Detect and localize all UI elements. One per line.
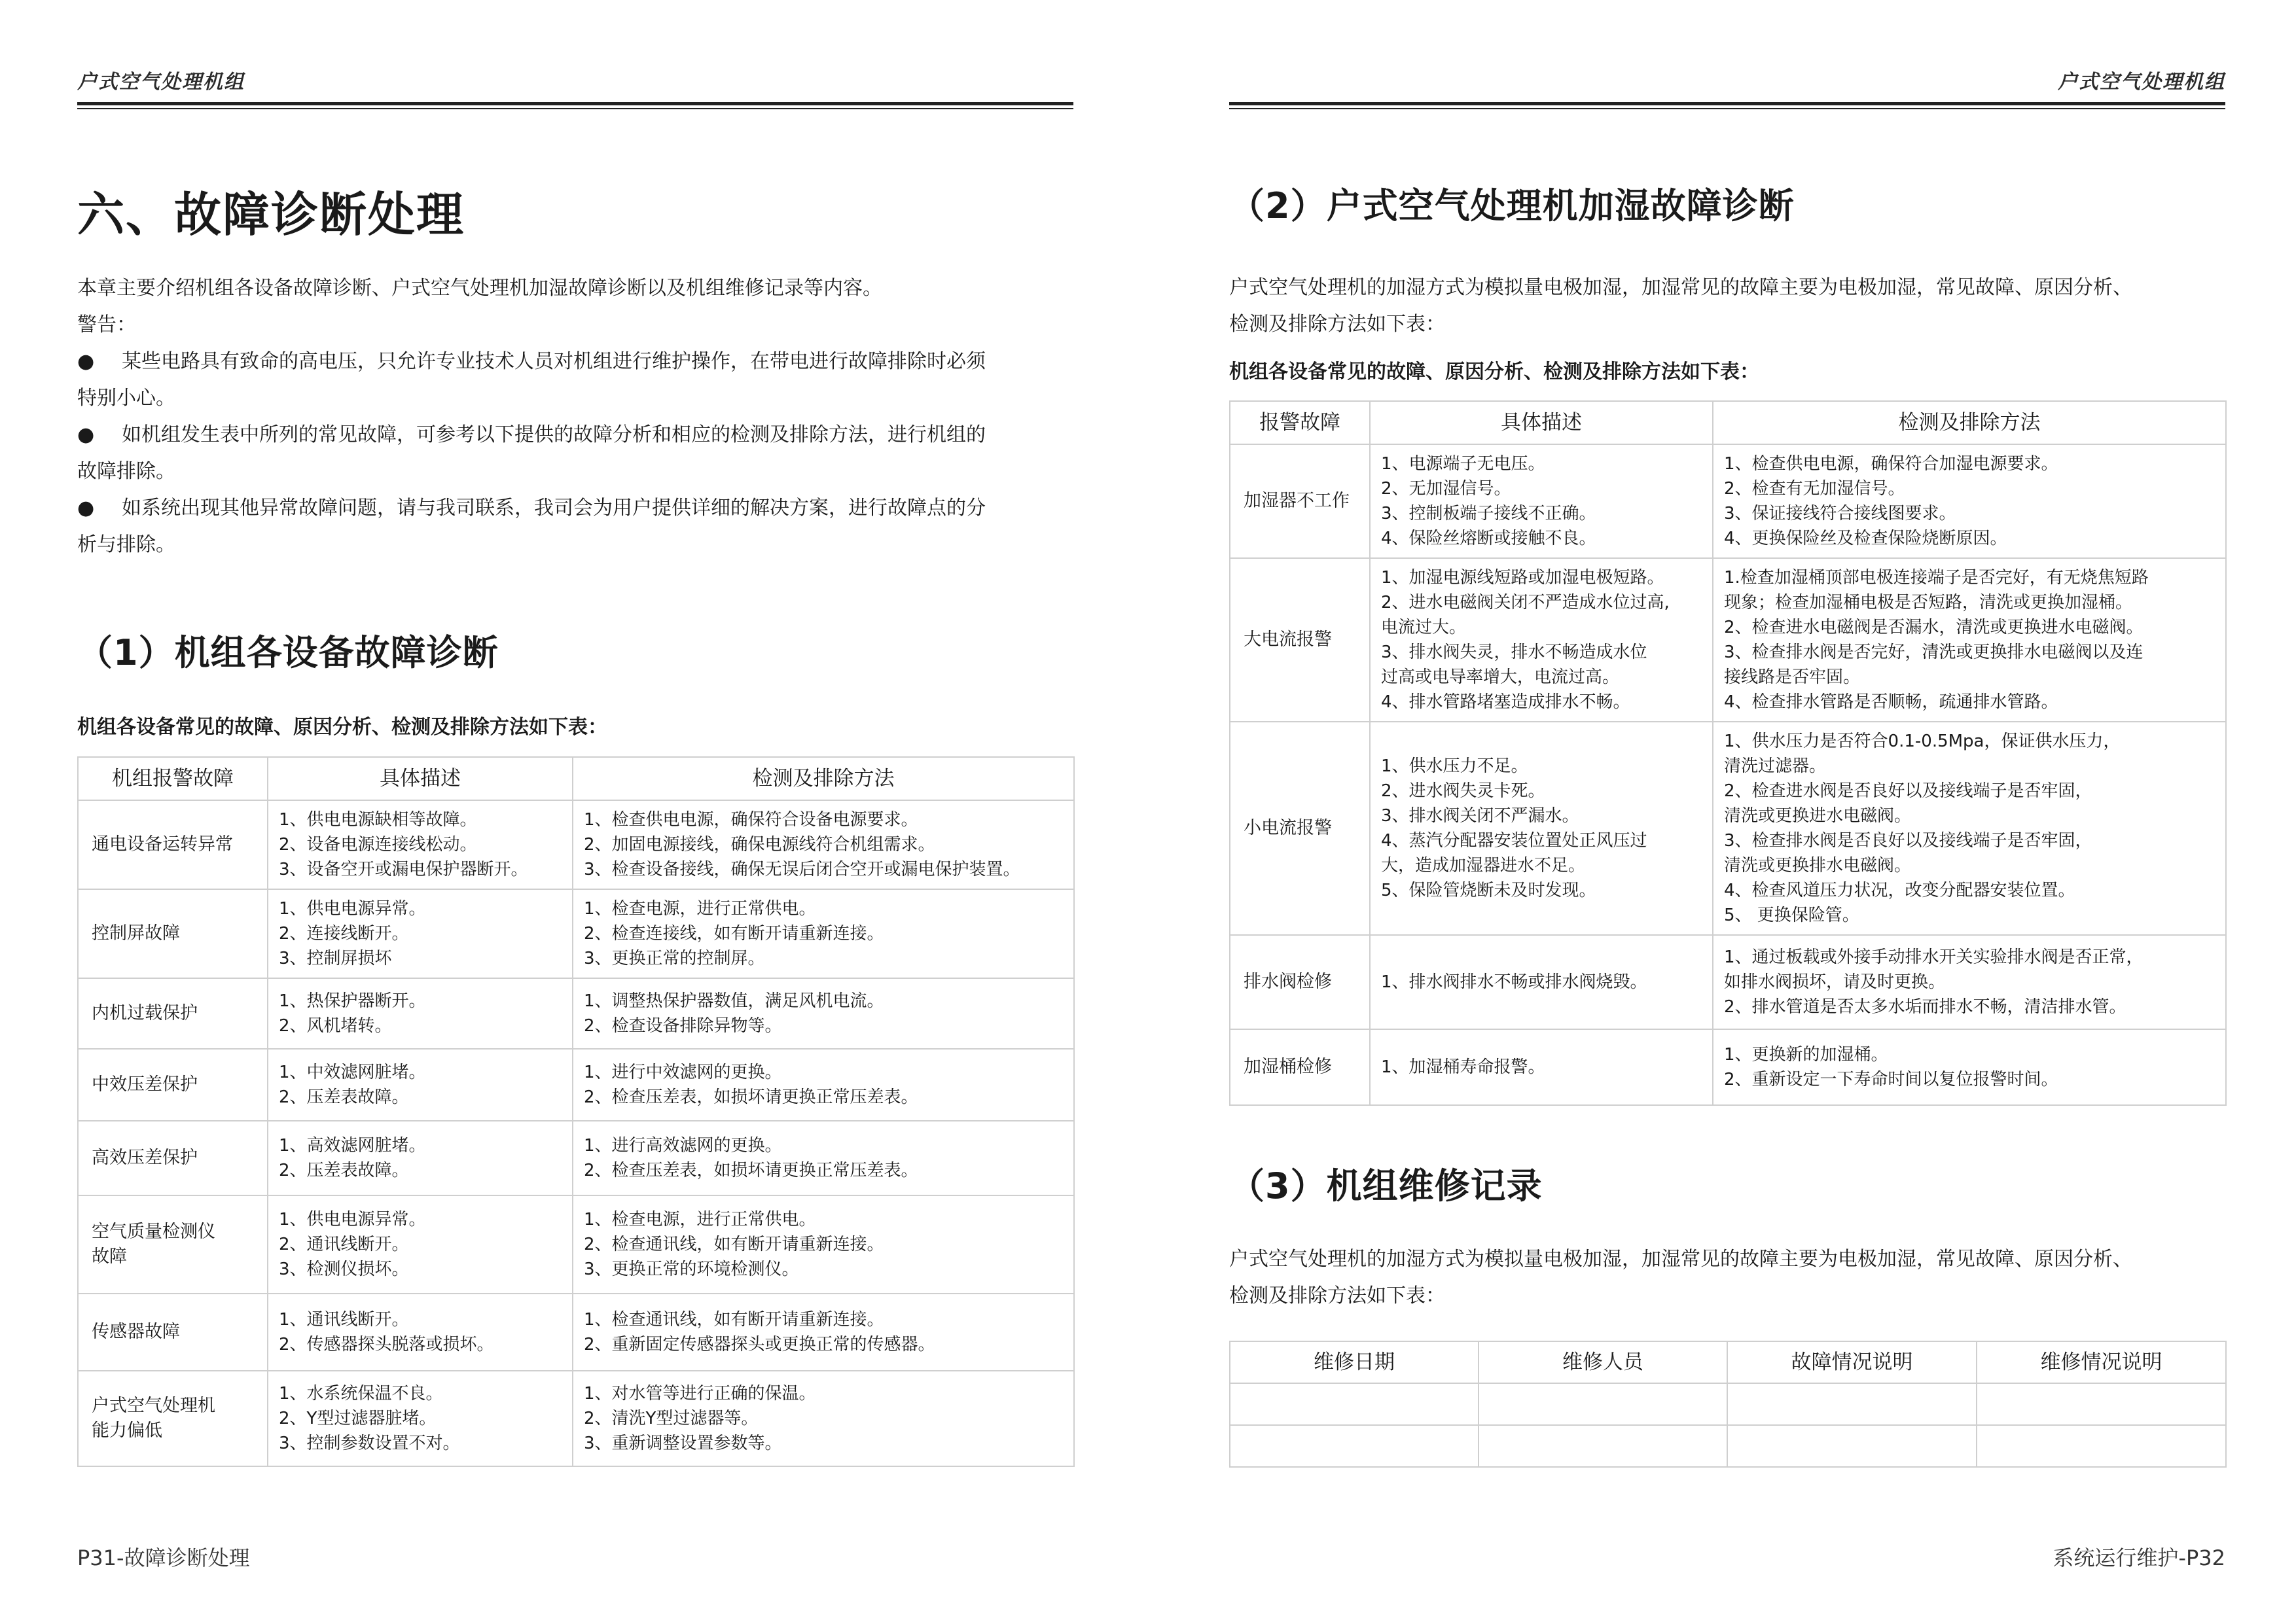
record-fault-cell[interactable] (1727, 1425, 1977, 1467)
cell-line: 加湿桶检修 (1244, 1057, 1332, 1077)
cell-line: 高效压差保护 (92, 1148, 198, 1168)
cell-line: 2、检查有无加湿信号。 (1724, 479, 1905, 499)
table-row (78, 889, 1074, 978)
cell-line: 加湿器不工作 (1244, 491, 1350, 511)
cell-line: 1、检查电源，进行正常供电。 (584, 899, 816, 919)
table-header-row (1230, 401, 2226, 444)
solution-cell (1713, 1029, 2226, 1105)
cell-line: 户式空气处理机 (92, 1396, 215, 1416)
description-cell (1370, 935, 1713, 1029)
cell-line: 2、检查压差表，如损坏请更换正常压差表。 (584, 1161, 918, 1180)
table-row (1230, 558, 2226, 722)
cell-line: 1、检查电源，进行正常供电。 (584, 1210, 816, 1229)
intro-line: 户式空气处理机的加湿方式为模拟量电极加湿，加湿常见的故障主要为电极加湿，常见故障、原因分析、 (1229, 1248, 2132, 1271)
solution-cell (573, 1121, 1074, 1195)
table-header-row (78, 757, 1074, 800)
cell-line: 1、供电电源异常。 (279, 1210, 426, 1229)
cell-line: 3、检查排水阀是否完好，清洗或更换排水电磁阀以及连 (1724, 643, 2144, 662)
section-intro (1229, 270, 2225, 343)
cell-line: 2、连接线断开。 (279, 924, 409, 944)
record-fault-cell[interactable] (1727, 1383, 1977, 1425)
cell-line: 2、设备电源连接线松动。 (279, 835, 477, 855)
solution-cell (573, 800, 1074, 889)
solution-cell (1713, 558, 2226, 722)
cell-line: 2、Y型过滤器脏堵。 (279, 1409, 437, 1428)
cell-line: 3、排水阀失灵，排水不畅造成水位 (1381, 643, 1647, 662)
cell-line: 5、保险管烧断未及时发现。 (1381, 881, 1596, 900)
cell-line: 4、排水管路堵塞造成排水不畅。 (1381, 692, 1630, 712)
page-number: 系统运行维护-P32 (2053, 1545, 2225, 1570)
description-cell (268, 1195, 573, 1294)
description-cell (268, 978, 573, 1049)
header-title: 户式空气处理机组 (2058, 71, 2225, 94)
cell-line: 2、检查通讯线，如有断开请重新连接。 (584, 1235, 884, 1254)
table-row (78, 1121, 1074, 1195)
column-header: 具体描述 (1370, 401, 1713, 444)
solution-cell (573, 889, 1074, 978)
cell-line: 1、高效滤网脏堵。 (279, 1136, 426, 1156)
bullet-icon: ● (77, 350, 95, 373)
warning-item: ● 如机组发生表中所列的常见故障，可参考以下提供的故障分析和相应的检测及排除方法，进行机组的 (77, 417, 1073, 453)
cell-line: 3、检查设备接线，确保无误后闭合空开或漏电保护装置。 (584, 860, 1020, 879)
cell-line: 1、中效滤网脏堵。 (279, 1063, 426, 1082)
cell-line: 1、供电电源缺相等故障。 (279, 810, 477, 830)
record-repair-cell[interactable] (1977, 1425, 2226, 1467)
header-rule (77, 102, 1073, 110)
solution-cell (1713, 722, 2226, 935)
description-cell (268, 1121, 573, 1195)
header-title: 户式空气处理机组 (77, 71, 245, 94)
cell-line: 1、供水压力不足。 (1381, 756, 1528, 776)
fault-cell (1230, 558, 1370, 722)
cell-line: 4、检查风道压力状况，改变分配器安装位置。 (1724, 881, 2075, 900)
cell-line: 3、控制屏损坏 (279, 949, 392, 968)
cell-line: 2、进水电磁阀关闭不严造成水位过高, (1381, 593, 1670, 612)
cell-line: 4、更换保险丝及检查保险烧断原因。 (1724, 529, 2007, 548)
table-row (78, 1294, 1074, 1371)
fault-cell (78, 1121, 268, 1195)
warning-continuation: 析与排除。 (77, 533, 175, 556)
table-row (78, 1049, 1074, 1121)
fault-cell (1230, 935, 1370, 1029)
bullet-icon: ● (77, 423, 95, 446)
cell-line: 4、蒸汽分配器安装位置处正风压过 (1381, 831, 1647, 851)
cell-line: 过高或电导率增大，电流过高。 (1381, 667, 1620, 687)
fault-cell (78, 1049, 268, 1121)
record-date-cell[interactable] (1230, 1383, 1479, 1425)
warning-item: ● 如系统出现其他异常故障问题，请与我司联系，我司会为用户提供详细的解决方案，进行故障点的分 (77, 490, 1073, 527)
cell-line: 1、水系统保温不良。 (279, 1384, 443, 1403)
cell-line: 空气质量检测仪 (92, 1222, 215, 1242)
description-cell (268, 1049, 573, 1121)
cell-line: 2、排水管道是否太多水垢而排水不畅，清洁排水管。 (1724, 997, 2126, 1017)
cell-line: 1、对水管等进行正确的保温。 (584, 1384, 816, 1403)
solution-cell (573, 978, 1074, 1049)
cell-line: 2、进水阀失灵卡死。 (1381, 781, 1545, 801)
table-row (1230, 722, 2226, 935)
cell-line: 1、调整热保护器数值，满足风机电流。 (584, 991, 884, 1011)
table-row (1230, 1425, 2226, 1467)
cell-line: 1、通讯线断开。 (279, 1310, 409, 1330)
cell-line: 1、排水阀排水不畅或排水阀烧毁。 (1381, 972, 1647, 992)
table-row (1230, 1383, 2226, 1425)
cell-line: 2、检查进水电磁阀是否漏水，清洗或更换进水电磁阀。 (1724, 618, 2144, 637)
cell-line: 2、风机堵转。 (279, 1016, 392, 1036)
column-header: 报警故障 (1230, 401, 1370, 444)
cell-line: 3、控制参数设置不对。 (279, 1434, 460, 1453)
column-header: 检测及排除方法 (1713, 401, 2226, 444)
description-cell (1370, 558, 1713, 722)
cell-line: 1、加湿电源线短路或加湿电极短路。 (1381, 568, 1664, 588)
record-person-cell[interactable] (1479, 1383, 1727, 1425)
solution-cell (573, 1049, 1074, 1121)
description-cell (268, 889, 573, 978)
column-header: 检测及排除方法 (573, 757, 1074, 800)
fault-table (77, 756, 1075, 1467)
cell-line: 1、检查供电电源，确保符合加湿电源要求。 (1724, 454, 2058, 474)
fault-cell (1230, 444, 1370, 558)
cell-line: 3、保证接线符合接线图要求。 (1724, 504, 1956, 523)
cell-line: 1、更换新的加湿桶。 (1724, 1045, 1888, 1065)
cell-line: 2、压差表故障。 (279, 1087, 409, 1107)
cell-line: 3、更换正常的环境检测仪。 (584, 1260, 799, 1279)
table-row (78, 978, 1074, 1049)
column-header: 机组报警故障 (78, 757, 268, 800)
intro-block (77, 270, 1073, 563)
cell-line: 1、检查供电电源，确保符合设备电源要求。 (584, 810, 918, 830)
chapter-title: 六、故障诊断处理 (77, 187, 465, 242)
cell-line: 1、进行高效滤网的更换。 (584, 1136, 782, 1156)
solution-cell (573, 1371, 1074, 1466)
cell-line: 故障 (92, 1246, 127, 1267)
fault-cell (78, 1294, 268, 1371)
table-row (1230, 1029, 2226, 1105)
table-row (78, 1195, 1074, 1294)
cell-line: 2、重新固定传感器探头或更换正常的传感器。 (584, 1335, 935, 1354)
cell-line: 1、加湿桶寿命报警。 (1381, 1057, 1545, 1077)
column-header: 维修人员 (1479, 1341, 1727, 1383)
cell-line: 3、重新调整设置参数等。 (584, 1434, 782, 1453)
description-cell (1370, 722, 1713, 935)
solution-cell (573, 1195, 1074, 1294)
cell-line: 1、热保护器断开。 (279, 991, 426, 1011)
column-header: 维修日期 (1230, 1341, 1479, 1383)
description-cell (268, 1294, 573, 1371)
table-row (78, 800, 1074, 889)
cell-line: 3、检查排水阀是否良好以及接线端子是否牢固， (1724, 831, 2092, 851)
cell-line: 2、检查设备排除异物等。 (584, 1016, 782, 1036)
intro-text: 本章主要介绍机组各设备故障诊断、户式空气处理机加湿故障诊断以及机组维修记录等内容。 (77, 277, 882, 300)
record-repair-cell[interactable] (1977, 1383, 2226, 1425)
table-caption: 机组各设备常见的故障、原因分析、检测及排除方法如下表： (77, 716, 607, 739)
cell-line: 现象；检查加湿桶电极是否短路，清洗或更换加湿桶。 (1724, 593, 2133, 612)
warning-label: 警告： (77, 313, 136, 336)
cell-line: 小电流报警 (1244, 818, 1332, 838)
cell-line: 1、供电电源异常。 (279, 899, 426, 919)
fault-cell (78, 889, 268, 978)
intro-line: 检测及排除方法如下表： (1229, 313, 1445, 336)
solution-cell (573, 1294, 1074, 1371)
cell-line: 2、通讯线断开。 (279, 1235, 409, 1254)
cell-line: 大，造成加湿器进水不足。 (1381, 856, 1586, 875)
cell-line: 3、排水阀关闭不严漏水。 (1381, 806, 1579, 826)
cell-line: 2、重新设定一下寿命时间以复位报警时间。 (1724, 1070, 2058, 1089)
humidifier-fault-table (1229, 400, 2227, 1106)
cell-line: 如排水阀损坏，请及时更换。 (1724, 972, 1946, 992)
cell-line: 5、 更换保险管。 (1724, 906, 1859, 925)
header-rule (1229, 102, 2225, 110)
description-cell (1370, 444, 1713, 558)
table-row (1230, 935, 2226, 1029)
cell-line: 1、供水压力是否符合0.1-0.5Mpa，保证供水压力， (1724, 732, 2121, 751)
warning-continuation: 特别小心。 (77, 387, 175, 410)
cell-line: 1、进行中效滤网的更换。 (584, 1063, 782, 1082)
cell-line: 2、检查连接线，如有断开请重新连接。 (584, 924, 884, 944)
record-person-cell[interactable] (1479, 1425, 1727, 1467)
cell-line: 电流过大。 (1381, 618, 1467, 637)
cell-line: 内机过载保护 (92, 1003, 198, 1023)
column-header: 故障情况说明 (1727, 1341, 1977, 1383)
table-row (78, 1371, 1074, 1466)
cell-line: 3、控制板端子接线不正确。 (1381, 504, 1596, 523)
cell-line: 4、检查排水管路是否顺畅，疏通排水管路。 (1724, 692, 2058, 712)
cell-line: 1、通过板载或外接手动排水开关实验排水阀是否正常， (1724, 947, 2144, 967)
maintenance-record-table (1229, 1341, 2227, 1468)
cell-line: 能力偏低 (92, 1421, 162, 1441)
cell-line: 2、传感器探头脱落或损坏。 (279, 1335, 494, 1354)
section-title: （3）机组维修记录 (1229, 1165, 1543, 1207)
cell-line: 2、检查进水阀是否良好以及接线端子是否牢固， (1724, 781, 2092, 801)
cell-line: 2、压差表故障。 (279, 1161, 409, 1180)
warning-continuation: 故障排除。 (77, 460, 175, 483)
cell-line: 2、清洗Y型过滤器等。 (584, 1409, 759, 1428)
cell-line: 清洗或更换进水电磁阀。 (1724, 806, 1912, 826)
bullet-icon: ● (77, 497, 95, 520)
description-cell (1370, 1029, 1713, 1105)
cell-line: 2、无加湿信号。 (1381, 479, 1511, 499)
cell-line: 控制屏故障 (92, 923, 180, 944)
fault-cell (78, 978, 268, 1049)
intro-line: 检测及排除方法如下表： (1229, 1284, 1445, 1307)
cell-line: 3、检测仪损坏。 (279, 1260, 409, 1279)
cell-line: 2、加固电源接线，确保电源线符合机组需求。 (584, 835, 935, 855)
column-header: 具体描述 (268, 757, 573, 800)
table-caption: 机组各设备常见的故障、原因分析、检测及排除方法如下表： (1229, 361, 1759, 383)
intro-line: 户式空气处理机的加湿方式为模拟量电极加湿，加湿常见的故障主要为电极加湿，常见故障、原因分析、 (1229, 276, 2132, 299)
solution-cell (1713, 935, 2226, 1029)
fault-cell (1230, 1029, 1370, 1105)
cell-line: 3、设备空开或漏电保护器断开。 (279, 860, 528, 879)
table-header-row (1230, 1341, 2226, 1383)
fault-cell (78, 1195, 268, 1294)
right-page (1229, 0, 2225, 1624)
cell-line: 通电设备运转异常 (92, 834, 233, 855)
cell-line: 4、保险丝熔断或接触不良。 (1381, 529, 1596, 548)
cell-line: 中效压差保护 (92, 1074, 198, 1095)
cell-line: 1、电源端子无电压。 (1381, 454, 1545, 474)
record-date-cell[interactable] (1230, 1425, 1479, 1467)
cell-line: 清洗过滤器。 (1724, 756, 1827, 776)
fault-cell (78, 800, 268, 889)
cell-line: 接线路是否牢固。 (1724, 667, 1861, 687)
left-page (77, 0, 1073, 1624)
cell-line: 清洗或更换排水电磁阀。 (1724, 856, 1912, 875)
cell-line: 3、更换正常的控制屏。 (584, 949, 765, 968)
cell-line: 1、检查通讯线，如有断开请重新连接。 (584, 1310, 884, 1330)
cell-line: 2、检查压差表，如损坏请更换正常压差表。 (584, 1087, 918, 1107)
column-header: 维修情况说明 (1977, 1341, 2226, 1383)
cell-line: 1.检查加湿桶顶部电极连接端子是否完好，有无烧焦短路 (1724, 568, 2149, 588)
solution-cell (1713, 444, 2226, 558)
description-cell (268, 1371, 573, 1466)
section-title: （2）户式空气处理机加湿故障诊断 (1229, 185, 1795, 226)
cell-line: 大电流报警 (1244, 629, 1332, 650)
warning-item: ● 某些电路具有致命的高电压，只允许专业技术人员对机组进行维护操作，在带电进行故障排除时必须 (77, 344, 1073, 380)
fault-cell (78, 1371, 268, 1466)
cell-line: 排水阀检修 (1244, 972, 1332, 992)
section-title: （1）机组各设备故障诊断 (77, 632, 499, 673)
cell-line: 传感器故障 (92, 1322, 180, 1342)
description-cell (268, 800, 573, 889)
table-row (1230, 444, 2226, 558)
page-number: P31-故障诊断处理 (77, 1545, 250, 1570)
fault-cell (1230, 722, 1370, 935)
section-intro (1229, 1241, 2225, 1315)
